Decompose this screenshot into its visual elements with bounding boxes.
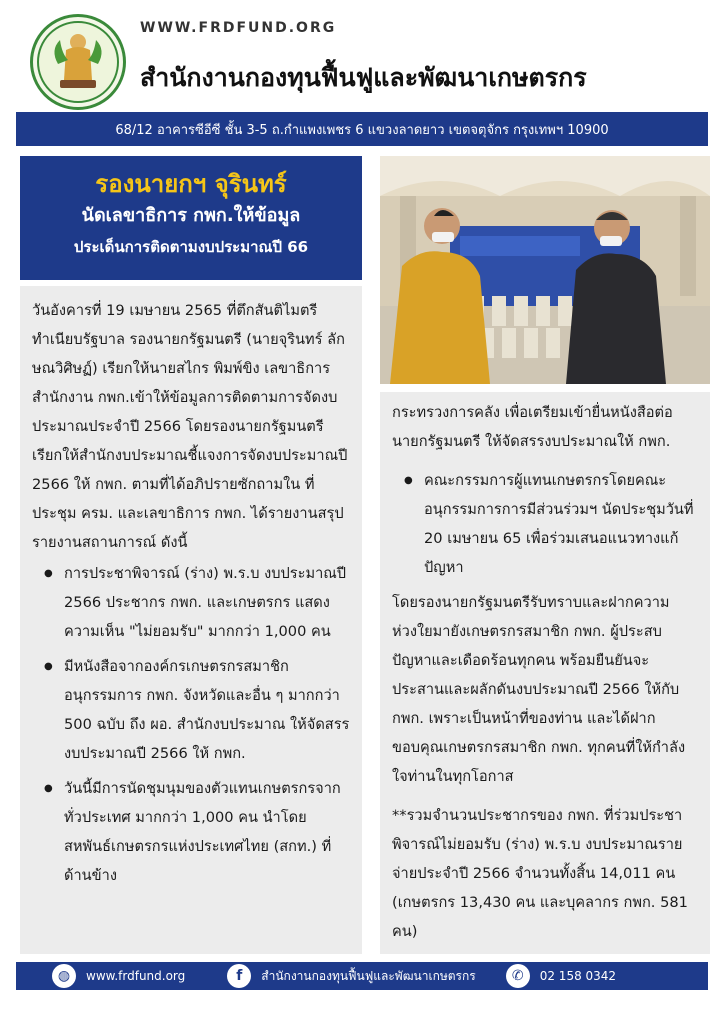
org-title: สำนักงานกองทุนฟื้นฟูและพัฒนาเกษตรกร [140, 63, 587, 92]
meeting-list [392, 466, 700, 582]
footer-phone[interactable] [506, 964, 616, 988]
headline-title: รองนายกฯ จุรินทร์ [95, 170, 287, 198]
news-photo [380, 156, 710, 384]
headline-topic: ประเด็นการติดตามงบประมาณปี 66 [73, 238, 309, 256]
footer-bar [16, 962, 708, 990]
footer-facebook[interactable] [227, 964, 475, 988]
list-item: ● การประชาพิจารณ์ (ร่าง) พ.ร.บ งบประมาณปี 2566 ประชากร กพก. และเกษตรกร แสดงความเห็น "ไม่ยอมรับ" มากกว่า 1,000 คน [32, 559, 352, 646]
phone-icon: ✆ [506, 964, 530, 988]
footer-website[interactable] [52, 964, 185, 988]
headline-box [20, 156, 362, 280]
closing-paragraph: โดยรองนายกรัฐมนตรีรับทราบและฝากความห่วงใยมายังเกษตรกรสมาชิก กพก. ผู้ประสบปัญหาและเดือดร้อนทุกคน พร้อมยืนยันจะประสานและผลักดันงบประมาณปี 2566 ให้กับ กพก. เพราะเป็นหน้าที่ของท่าน และได้ฝากขอบคุณเกษตรกรสมาชิก กพก. ทุกคนที่ให้กำลังใจท่านในทุกโอกาส [392, 594, 686, 785]
footer-phone-text: 02 158 0342 [539, 969, 617, 983]
address-text: 68/12 อาคารซีอีซี ชั้น 3-5 ถ.กำแพงเพชร 6 แขวงลาดยาว เขตจตุจักร กรุงเทพฯ 10900 [115, 122, 609, 138]
footer-facebook-text: สำนักงานกองทุนฟื้นฟูและพัฒนาเกษตรกร [261, 968, 476, 983]
note-paragraph: **รวมจำนวนประชากรของ กพก. ที่ร่วมประชาพิจารณ์ไม่ยอมรับ (ร่าง) พ.ร.บ งบประมาณรายจ่ายประจำปี 2566 จำนวนทั้งสิ้น 14,011 คน (เกษตรกร 13,430 คน และบุคลากร กพก. 581 คน) [392, 807, 688, 940]
footer-website-text: www.frdfund.org [86, 969, 186, 983]
list-item: ● มีหนังสือจากองค์กรเกษตรกรสมาชิก อนุกรรมการ กพก. จังหวัดและอื่น ๆ มากกว่า 500 ฉบับ ถึง ผอ. สำนักงบประมาณ ให้จัดสรรงบประมาณปี 2566 ให้ กพก. [32, 652, 352, 768]
frdfund-logo-icon [30, 14, 126, 110]
summary-list [32, 559, 352, 890]
right-article-column [380, 392, 710, 954]
continuation-paragraph: กระทรวงการคลัง เพื่อเตรียมเข้ายื่นหนังสือต่อนายกรัฐมนตรี ให้จัดสรรงบประมาณให้ กพก. [392, 404, 673, 450]
facebook-icon: f [227, 964, 251, 988]
address-bar [16, 112, 708, 146]
left-article-column [20, 286, 362, 954]
globe-icon: ◍ [52, 964, 76, 988]
list-item: ● คณะกรรมการผู้แทนเกษตรกรโดยคณะอนุกรรมการการมีส่วนร่วมฯ นัดประชุมวันที่ 20 เมษายน 65 เพื่อร่วมเสนอแนวทางแก้ปัญหา [392, 466, 700, 582]
intro-paragraph: วันอังคารที่ 19 เมษายน 2565 ที่ตึกสันติไมตรี ทำเนียบรัฐบาล รองนายกรัฐมนตรี (นายจุรินทร์ ลักษณวิศิษฏ์) เรียกให้นายสไกร พิมพ์ขิง เลขาธิการสำนักงาน กพก.เข้าให้ข้อมูลการติดตามการจัดงบประมาณประจำปี 2566 โดยรองนายกรัฐมนตรีเรียกให้สำนักงบประมาณชี้แจงการจัดงบประมาณปี 2566 ให้ กพก. ตามที่ได้อภิปรายซักถามใน ที่ประชุม ครม. และเลขาธิการ กพก. ได้รายงานสรุปรายงานสถานการณ์ ดังนี้ [32, 302, 348, 551]
list-item: ● วันนี้มีการนัดชุมนุมของตัวแทนเกษตรกรจากทั่วประเทศ มากกว่า 1,000 คน นำโดยสหพันธ์เกษตรกรแห่งประเทศไทย (สกท.) ที่ด้านข้าง [32, 774, 352, 890]
headline-subtitle: นัดเลขาธิการ กพก.ให้ข้อมูล [81, 205, 301, 226]
site-url[interactable]: WWW.FRDFUND.ORG [140, 20, 337, 36]
